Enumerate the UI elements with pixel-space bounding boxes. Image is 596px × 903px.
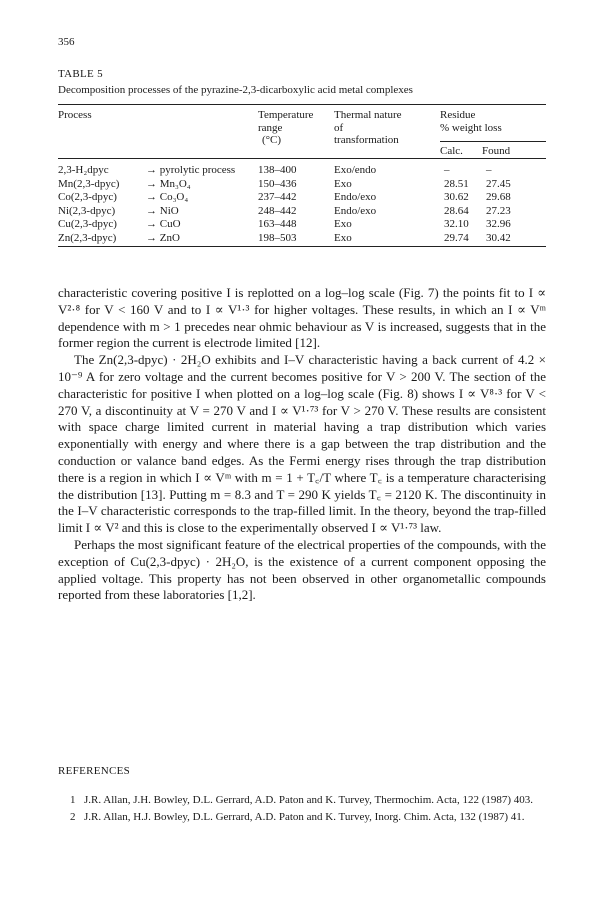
header-thermal-line2: of <box>334 121 344 134</box>
cell-found: 27.45 <box>486 177 511 190</box>
references-heading: REFERENCES <box>58 765 131 777</box>
cell-process: → CuO <box>146 218 181 231</box>
cell-process: → NiO <box>146 204 179 217</box>
cell-compound: 2,3-H₂dpyc <box>58 164 109 176</box>
reference-text: J.R. Allan, J.H. Bowley, D.L. Gerrard, A.D. Paton and K. Turvey, Thermochim. Acta, 122 (1987) 403. <box>84 794 534 806</box>
cell-calc: 28.51 <box>444 177 469 190</box>
cell-nature: Exo <box>334 177 352 190</box>
header-residue <box>440 109 502 134</box>
header-temperature-line2: range <box>258 121 283 134</box>
cell-nature: Exo/endo <box>334 164 377 176</box>
cell-compound: Co(2,3-dpyc) <box>58 191 117 204</box>
cell-calc: 32.10 <box>444 218 469 231</box>
header-thermal <box>334 109 402 147</box>
table-header-rule <box>58 158 546 159</box>
paragraph: characteristic covering positive I is replotted on a log–log scale (Fig. 7) the points fit to I ∝ V²·⁸ for V < 160 V and to I ∝ V¹·³ for higher voltages. These results, in which an I ∝ Vᵐ dependence with m > 1 precedes near ohmic behaviour as V is increased, suggests that in the former region the current is electrode limited [12]. <box>58 285 546 351</box>
cell-calc: 29.74 <box>444 231 469 244</box>
cell-found: 32.96 <box>486 218 511 231</box>
header-residue-line1: Residue <box>440 109 476 121</box>
cell-calc: 30.62 <box>444 191 469 204</box>
cell-process: → Mn₃O₄ <box>146 177 191 190</box>
cell-calc: 28.64 <box>444 204 469 217</box>
cell-found: – <box>486 164 492 176</box>
header-thermal-line3: transformation <box>334 134 399 146</box>
cell-range: 163–448 <box>258 218 297 231</box>
body-text <box>58 285 546 604</box>
table-label: TABLE 5 <box>58 68 103 80</box>
page-number: 356 <box>58 36 75 48</box>
cell-process: → pyrolytic process <box>146 164 236 176</box>
table-row <box>0 232 596 246</box>
references-list <box>58 793 546 827</box>
header-process: Process <box>58 109 92 121</box>
cell-found: 29.68 <box>486 191 511 204</box>
header-temperature-line1: Temperature <box>258 109 314 121</box>
cell-compound: Cu(2,3-dpyc) <box>58 218 117 231</box>
paragraph: Perhaps the most significant feature of the electrical properties of the compounds, with the exception of Cu(2,3-dpyc) · 2H₂O, is the existence of a current component opposing the applied voltage. This property has not been observed in other organometallic compounds reported from these laboratories [1,2]. <box>58 536 546 603</box>
table-row <box>0 191 596 205</box>
paragraph: The Zn(2,3-dpyc) · 2H₂O exhibits and I–V characteristic having a back current of 4.2 × 10⁻⁹ A for zero voltage and the current becomes positive for V > 200 V. The section of the characteristic for positive I when plotted on a log–log scale (Fig. 8) shows I ∝ V⁸·³ for V < 270 V, a discontinuity at V = 270 V and I ∝ V¹·⁷³ for V > 270 V. These results are consistent with space charge limited current in material having a trap distribution which varies exponentially with energy and where there is a gap between the trap distribution and the conduction or valance band edges. As the Fermi energy rises through the trap distribution there is a region in which I ∝ Vᵐ with m = 1 + T꜀/T where T꜀ is a temperature characterising the distribution [13]. Putting m = 8.3 and T = 290 K yields T꜀ = 2120 K. The discontinuity in the I–V characteristic corresponds to the trap-filled limit. In the theory, beyond the trap-filled limit I ∝ V² and this is close to the experimentally observed I ∝ V¹·⁷³ law. <box>58 352 546 536</box>
table-body <box>0 164 596 246</box>
cell-compound: Mn(2,3-dpyc) <box>58 177 120 190</box>
cell-found: 27.23 <box>486 204 511 217</box>
cell-found: 30.42 <box>486 231 511 244</box>
cell-range: 138–400 <box>258 164 297 176</box>
cell-range: 198–503 <box>258 231 297 244</box>
table-top-rule <box>58 104 546 105</box>
header-subrule <box>440 141 546 142</box>
cell-nature: Exo <box>334 218 352 231</box>
cell-nature: Endo/exo <box>334 204 377 217</box>
table-caption: Decomposition processes of the pyrazine-2,3-dicarboxylic acid metal complexes <box>58 84 413 96</box>
cell-nature: Exo <box>334 231 352 244</box>
header-thermal-line1: Thermal nature <box>334 109 402 121</box>
reference-item <box>58 793 546 807</box>
table-row <box>0 164 596 178</box>
reference-item <box>58 810 546 824</box>
reference-text: J.R. Allan, H.J. Bowley, D.L. Gerrard, A.D. Paton and K. Turvey, Inorg. Chim. Acta, 132 (1987) 41. <box>84 811 525 823</box>
header-temperature <box>258 109 313 147</box>
header-residue-line2: % weight loss <box>440 121 502 134</box>
header-temperature-line3: (°C) <box>262 134 282 146</box>
table-row <box>0 218 596 232</box>
cell-range: 237–442 <box>258 191 297 204</box>
reference-number: 2 <box>70 811 76 823</box>
reference-number: 1 <box>70 794 76 806</box>
table-row <box>0 205 596 219</box>
cell-nature: Endo/exo <box>334 191 377 204</box>
header-found: Found <box>482 145 511 157</box>
cell-range: 248–442 <box>258 204 297 217</box>
cell-process: → ZnO <box>146 231 180 244</box>
cell-process: → Co₃O₄ <box>146 191 189 204</box>
cell-compound: Zn(2,3-dpyc) <box>58 231 117 244</box>
cell-calc: – <box>444 164 450 176</box>
cell-compound: Ni(2,3-dpyc) <box>58 204 116 217</box>
cell-range: 150–436 <box>258 177 297 190</box>
header-calc: Calc. <box>440 145 463 157</box>
table-row <box>0 178 596 192</box>
table-bottom-rule <box>58 246 546 247</box>
